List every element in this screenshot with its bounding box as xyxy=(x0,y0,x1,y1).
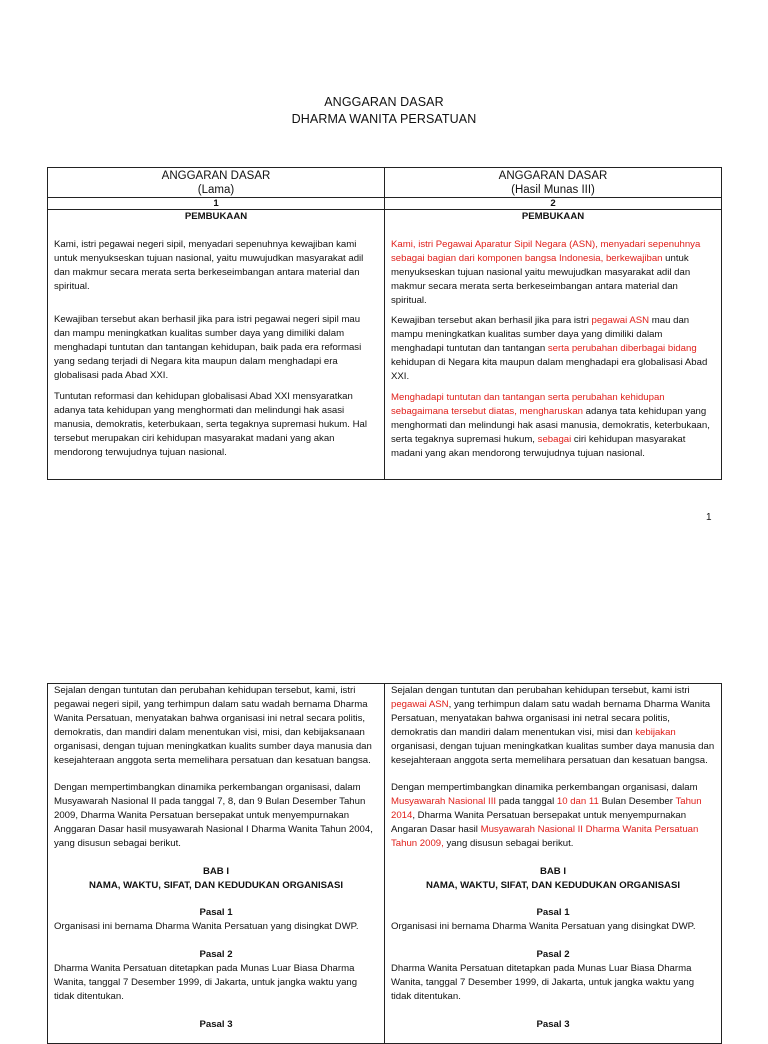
old-text-cell xyxy=(48,210,385,480)
paragraph: Tuntutan reformasi dan kehidupan globalisasi Abad XXI mensyaratkan adanya tata kehidupan yang menghormati dan melindungi hak asasi manusia, demokratis, keterbukaan, serta tegaknya supremasi hukum. Hal tersebut merupakan ciri kehidupan masyarakat madani yang akan mendorong terwujudnya tujuan nasional. xyxy=(54,390,368,458)
article-text: Organisasi ini bernama Dharma Wanita Persatuan yang disingkat DWP. xyxy=(391,921,696,933)
chapter-title: NAMA, WAKTU, SIFAT, DAN KEDUDUKAN ORGANISASI xyxy=(88,879,344,891)
article-number: Pasal 1 xyxy=(199,907,233,919)
column-number-right: 2 xyxy=(385,198,722,210)
section-title-right: PEMBUKAAN xyxy=(521,211,585,222)
header-old: ANGGARAN DASAR (Lama) xyxy=(48,168,385,198)
header-new: ANGGARAN DASAR (Hasil Munas III) xyxy=(385,168,722,198)
article-number: Pasal 2 xyxy=(536,949,570,961)
chapter-number: BAB I xyxy=(202,865,230,877)
article-number: Pasal 3 xyxy=(536,1018,570,1030)
paragraph: Dengan mempertimbangkan dinamika perkembangan organisasi, dalam Musyawarah Nasional III pada tanggal 10 dan 11 Bulan Desember Tahun 2014, Dharma Wanita Persatuan bersepakat untuk menyempurnakan Angaran Dasar hasil Musyawarah Nasional II Dharma Wanita Persatuan Tahun 2009, yang disusun sebagai berikut. xyxy=(391,782,702,849)
table-body-row xyxy=(48,210,722,480)
article-number: Pasal 2 xyxy=(199,949,233,961)
article-number: Pasal 1 xyxy=(536,907,570,919)
article-number: Pasal 3 xyxy=(199,1018,233,1030)
comparison-table-page1 xyxy=(47,167,722,480)
paragraph: Menghadapi tuntutan dan tantangan serta perubahan kehidupan sebagaimana tersebut diatas, mengharuskan adanya tata kehidupan yang menghormati dan melindungi hak asasi manusia, demokratis, keterbukaan, serta tegaknya supremasi hukum, sebagai ciri kehidupan masyarakat madani yang akan mendorong terwujudnya tujuan nasional. xyxy=(391,391,710,459)
article-text: Organisasi ini bernama Dharma Wanita Persatuan yang disingkat DWP. xyxy=(54,921,359,933)
comparison-table-page2 xyxy=(47,683,722,1044)
column-number-row xyxy=(48,198,722,210)
article-text: Dharma Wanita Persatuan ditetapkan pada Munas Luar Biasa Dharma Wanita, tanggal 7 Desember 1999, di Jakarta, untuk jangka waktu yang tidak ditentukan. xyxy=(391,963,695,1002)
page-number: 1 xyxy=(706,512,712,523)
paragraph: Dengan mempertimbangkan dinamika perkembangan organisasi, dalam Musyawarah Nasional II pada tanggal 7, 8, dan 9 Bulan Desember Tahun 2009, Dharma Wanita Persatuan bersepakat untuk menyempurnakan Anggaran Dasar hasil musyawarah Nasional I Dharma Wanita Tahun 2004, yang disusun sebagai berikut. xyxy=(54,782,373,849)
paragraph: Sejalan dengan tuntutan dan perubahan kehidupan tersebut, kami istri pegawai ASN, yang terhimpun dalam satu wadah bernama Dharma Wanita Persatuan, menyatakan bahwa organisasi ini netral secara politis, demokratis dan mandiri dalam menentukan visi, misi dan kebijakan organisasi, dengan tujuan meningkatkan kualitas sumber daya manusia dan kesejahteraan anggota serta memelihara persatuan dan kesatuan bangsa. xyxy=(391,685,715,766)
section-title-left: PEMBUKAAN xyxy=(184,211,248,222)
chapter-title: NAMA, WAKTU, SIFAT, DAN KEDUDUKAN ORGANISASI xyxy=(425,879,681,891)
document-title-line1: ANGGARAN DASAR xyxy=(324,95,444,109)
paragraph: Kami, istri Pegawai Aparatur Sipil Negara (ASN), menyadari sepenuhnya sebagai bagian dari komponen bangsa Indonesia, berkewajiban untuk menyukseskan tujuan nasional yaitu mewujudkan masyarakat adil dan makmur secara merata serta berkeseimbangan antara material dan spiritual. xyxy=(391,238,701,306)
old-text-cell xyxy=(48,684,385,1044)
chapter-number: BAB I xyxy=(539,865,567,877)
paragraph: Kewajiban tersebut akan berhasil jika para istri pegawai negeri sipil mau dan mampu meningkatkan kualitas sumber daya yang dimiliki dalam menghadapi tuntutan dan tantangan kehidupan, baik pada era reformasi yang sedang terjadi di Negara kita maupun dalam menghadapi era globalisasi pada Abad XXI. xyxy=(54,314,362,382)
document-title-line2: DHARMA WANITA PERSATUAN xyxy=(291,112,477,126)
paragraph: Kewajiban tersebut akan berhasil jika para istri pegawai ASN mau dan mampu meningkatkan kualitas sumber daya yang dimiliki dalam menghadapi tuntutan dan tantangan serta perubahan diberbagai bidang kehidupan di Negara kita maupun dalam menghadapi era globalisasi Abad XXI. xyxy=(391,315,708,383)
new-text-cell xyxy=(385,684,722,1044)
article-text: Dharma Wanita Persatuan ditetapkan pada Munas Luar Biasa Dharma Wanita, tanggal 7 Desember 1999, di Jakarta, untuk jangka waktu yang tidak ditentukan. xyxy=(54,963,358,1002)
column-number-left: 1 xyxy=(48,198,385,210)
table-body-row xyxy=(48,684,722,1044)
table-header-row xyxy=(48,168,722,198)
new-text-cell xyxy=(385,210,722,480)
paragraph: Sejalan dengan tuntutan dan perubahan kehidupan tersebut, kami, istri pegawai negeri sipil, yang terhimpun dalam satu wadah bernama Dharma Wanita Persatuan, menyatakan bahwa organisasi ini netral secara politis, demokratis, dan mandiri dalam menentukan visi, misi, dan kebijaksanaan organisasi, dengan tujuan meningkatkan kualits sumber daya manusia dan kesejahteraan anggota serta memelihara persatuan dan kesatuan bangsa. xyxy=(54,685,372,766)
paragraph: Kami, istri pegawai negeri sipil, menyadari sepenuhnya kewajiban kami untuk menyukseskan tujuan nasional, yaitu muwujudkan masyarakat adil dan makmur secara merata serta berkeseimbangan antara material dan spiritual. xyxy=(54,238,364,292)
